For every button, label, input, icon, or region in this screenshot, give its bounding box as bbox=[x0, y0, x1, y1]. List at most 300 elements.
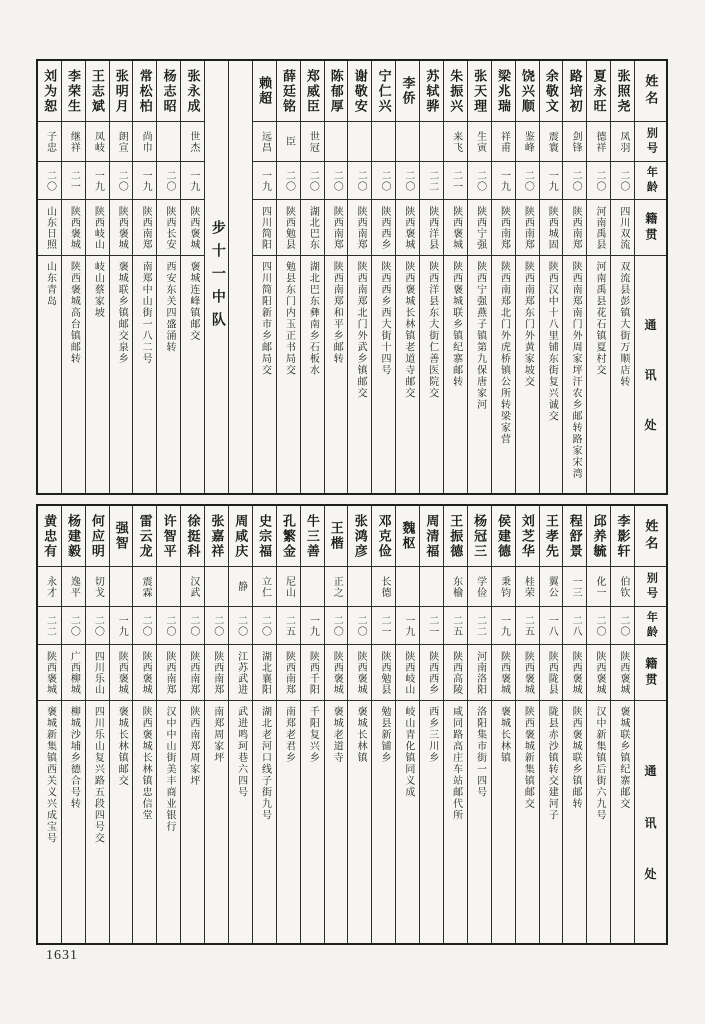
age-cell bbox=[611, 607, 634, 645]
native-place-cell-text: 陕西南郑 bbox=[498, 205, 510, 250]
address-cell-text: 千阳复兴乡 bbox=[307, 706, 319, 764]
age-cell bbox=[38, 162, 61, 200]
native-place-cell bbox=[133, 200, 156, 256]
address-cell bbox=[587, 701, 610, 943]
name-cell-text: 杨志昭 bbox=[161, 68, 177, 114]
name-cell bbox=[444, 61, 467, 122]
roster-entry bbox=[180, 61, 204, 493]
age-cell-text: 二二 bbox=[44, 614, 56, 637]
age-cell bbox=[277, 162, 300, 200]
age-cell-text: 二五 bbox=[283, 614, 295, 637]
address-cell bbox=[133, 256, 156, 493]
name-cell bbox=[396, 61, 419, 122]
roster-entry bbox=[252, 61, 276, 493]
roster-entry bbox=[347, 506, 371, 943]
name-cell bbox=[277, 61, 300, 122]
name-cell-text: 雷云龙 bbox=[137, 513, 153, 559]
address-cell bbox=[516, 701, 539, 943]
name-cell bbox=[587, 506, 610, 567]
age-cell bbox=[38, 607, 61, 645]
roster-entry bbox=[38, 506, 61, 943]
native-place-cell-text: 陕西岐山 bbox=[92, 205, 104, 250]
alias-cell bbox=[563, 122, 586, 162]
address-cell bbox=[301, 256, 324, 493]
age-cell-text: 二〇 bbox=[355, 614, 367, 637]
age-cell bbox=[516, 607, 539, 645]
roster-entry bbox=[586, 61, 610, 493]
alias-cell-text: 凤羽 bbox=[617, 130, 629, 153]
age-cell-text: 二〇 bbox=[140, 614, 152, 637]
age-cell bbox=[563, 607, 586, 645]
name-cell-text: 薛廷铭 bbox=[281, 68, 297, 114]
address-cell bbox=[516, 256, 539, 493]
name-cell bbox=[420, 61, 443, 122]
name-cell bbox=[229, 506, 252, 567]
native-place-cell-text: 陕西南郑 bbox=[211, 650, 223, 695]
age-cell-text: 一九 bbox=[546, 169, 558, 192]
native-place-cell-text: 陕西洋县 bbox=[426, 205, 438, 250]
alias-cell bbox=[110, 122, 133, 162]
alias-cell bbox=[301, 122, 324, 162]
name-cell-text: 苏轼骅 bbox=[424, 68, 440, 114]
alias-cell-text: 震寰 bbox=[546, 130, 558, 153]
roster-table-top bbox=[36, 59, 668, 495]
alias-cell bbox=[133, 122, 156, 162]
age-cell bbox=[540, 607, 563, 645]
alias-cell bbox=[540, 567, 563, 607]
native-place-cell-text: 河南禹县 bbox=[594, 205, 606, 250]
native-place-cell-text: 陕西褒城 bbox=[570, 650, 582, 695]
header-name-cell bbox=[635, 506, 666, 567]
roster-table-bottom bbox=[36, 504, 668, 945]
roster-entry bbox=[467, 61, 491, 493]
address-cell bbox=[62, 701, 85, 943]
age-cell bbox=[587, 162, 610, 200]
address-cell-text: 西乡三川乡 bbox=[426, 706, 438, 764]
address-cell bbox=[205, 701, 228, 943]
alias-cell bbox=[205, 567, 228, 607]
alias-cell bbox=[444, 122, 467, 162]
alias-cell bbox=[157, 122, 180, 162]
roster-entry bbox=[276, 61, 300, 493]
age-cell bbox=[62, 607, 85, 645]
native-place-cell bbox=[444, 645, 467, 701]
native-place-cell bbox=[301, 200, 324, 256]
age-cell bbox=[157, 607, 180, 645]
address-cell-text: 陕西褒城长林镇忠信堂 bbox=[140, 706, 152, 821]
address-cell-text: 陕西汉中十八里铺东街复兴诚交 bbox=[546, 261, 558, 422]
native-place-cell bbox=[110, 200, 133, 256]
alias-cell bbox=[110, 567, 133, 607]
alias-cell bbox=[62, 122, 85, 162]
address-cell-text: 陕西褒城新集镇邮交 bbox=[522, 706, 534, 810]
age-cell-text: 一九 bbox=[402, 614, 414, 637]
name-cell-text: 饶兴顺 bbox=[519, 68, 535, 114]
age-cell bbox=[516, 162, 539, 200]
age-cell bbox=[181, 607, 204, 645]
roster-entry bbox=[61, 61, 85, 493]
age-cell bbox=[396, 607, 419, 645]
native-place-cell-text: 陕西褒城 bbox=[116, 650, 128, 695]
roster-entry bbox=[491, 506, 515, 943]
alias-cell-text: 桂荣 bbox=[522, 575, 534, 598]
roster-entry bbox=[300, 61, 324, 493]
alias-cell-text: 臣 bbox=[283, 136, 295, 147]
age-cell-text: 二〇 bbox=[211, 614, 223, 637]
native-place-cell bbox=[563, 200, 586, 256]
name-cell-text: 路培初 bbox=[567, 68, 583, 114]
native-place-cell bbox=[492, 645, 515, 701]
native-place-cell bbox=[325, 200, 348, 256]
native-place-cell bbox=[611, 645, 634, 701]
address-cell-text: 褒城联乡镇邮交泉乡 bbox=[116, 261, 128, 365]
native-place-cell-text: 陕西勉县 bbox=[283, 205, 295, 250]
address-cell-text: 西安东关四盛涌转 bbox=[163, 261, 175, 353]
header-column bbox=[634, 61, 666, 493]
address-cell bbox=[62, 256, 85, 493]
address-cell bbox=[325, 256, 348, 493]
name-cell-text: 王楷 bbox=[328, 521, 344, 551]
name-cell bbox=[492, 61, 515, 122]
alias-cell bbox=[253, 122, 276, 162]
address-cell bbox=[181, 701, 204, 943]
name-cell bbox=[540, 61, 563, 122]
native-place-cell bbox=[38, 645, 61, 701]
address-cell bbox=[492, 701, 515, 943]
name-cell bbox=[611, 61, 634, 122]
alias-cell bbox=[492, 567, 515, 607]
age-cell-text: 二〇 bbox=[522, 169, 534, 192]
name-cell bbox=[563, 61, 586, 122]
roster-entry bbox=[443, 61, 467, 493]
age-cell bbox=[540, 162, 563, 200]
alias-cell bbox=[348, 122, 371, 162]
address-cell bbox=[38, 256, 61, 493]
name-cell bbox=[348, 61, 371, 122]
age-cell bbox=[492, 162, 515, 200]
native-place-cell bbox=[301, 645, 324, 701]
age-cell-text: 二〇 bbox=[68, 614, 80, 637]
name-cell bbox=[110, 506, 133, 567]
native-place-cell bbox=[372, 200, 395, 256]
alias-cell bbox=[181, 122, 204, 162]
name-cell-text: 周咸庆 bbox=[233, 513, 249, 559]
alias-cell-text: 凤岐 bbox=[92, 130, 104, 153]
age-cell bbox=[181, 162, 204, 200]
alias-cell-text: 学俭 bbox=[474, 575, 486, 598]
address-cell-text: 汉中中山街美丰商业银行 bbox=[163, 706, 175, 833]
name-cell-text: 张照尧 bbox=[615, 68, 631, 114]
address-cell bbox=[181, 256, 204, 493]
address-cell-text: 四川简阳新市乡邮局交 bbox=[259, 261, 271, 376]
native-place-cell-text: 陕西褒城 bbox=[140, 650, 152, 695]
address-cell-text: 四川乐山复兴路五段四号交 bbox=[92, 706, 104, 844]
alias-cell-text: 翼公 bbox=[546, 575, 558, 598]
age-cell-text: 二一 bbox=[68, 169, 80, 192]
alias-cell bbox=[396, 567, 419, 607]
native-place-cell-text: 陕西褒城 bbox=[116, 205, 128, 250]
age-cell-text: 二〇 bbox=[594, 614, 606, 637]
name-cell bbox=[372, 61, 395, 122]
name-cell-text: 常松柏 bbox=[137, 68, 153, 114]
native-place-cell bbox=[348, 200, 371, 256]
name-cell bbox=[516, 506, 539, 567]
header-age-cell-text: 年龄 bbox=[645, 610, 658, 641]
age-cell bbox=[444, 607, 467, 645]
roster-entry bbox=[562, 506, 586, 943]
header-age-cell-text: 年龄 bbox=[645, 165, 658, 196]
age-cell bbox=[133, 162, 156, 200]
age-cell-text: 二一 bbox=[426, 614, 438, 637]
address-cell bbox=[110, 701, 133, 943]
age-cell-text: 二〇 bbox=[92, 614, 104, 637]
age-cell bbox=[420, 162, 443, 200]
address-cell-text: 陕西南郑北门外武乡镇邮交 bbox=[355, 261, 367, 399]
alias-cell bbox=[253, 567, 276, 607]
native-place-cell bbox=[540, 200, 563, 256]
address-cell bbox=[587, 256, 610, 493]
address-cell-text: 洛阳集市街一四号 bbox=[474, 706, 486, 798]
native-place-cell bbox=[133, 645, 156, 701]
name-cell-text: 刘芝华 bbox=[519, 513, 535, 559]
native-place-cell-text: 陕西西乡 bbox=[379, 205, 390, 250]
name-cell bbox=[62, 506, 85, 567]
alias-cell bbox=[420, 122, 443, 162]
age-cell-text: 二〇 bbox=[617, 614, 629, 637]
age-cell bbox=[444, 162, 467, 200]
native-place-cell-text: 陕西褒城 bbox=[402, 205, 414, 250]
alias-cell bbox=[468, 122, 491, 162]
name-cell-text: 魏枢 bbox=[400, 521, 416, 551]
alias-cell-text: 远昌 bbox=[259, 130, 271, 153]
alias-cell bbox=[611, 567, 634, 607]
alias-cell-text: 逸平 bbox=[68, 575, 80, 598]
name-cell-text: 周清福 bbox=[424, 513, 440, 559]
name-cell-text: 梁兆瑞 bbox=[496, 68, 512, 114]
address-cell-text: 陕西褒城高台镇邮转 bbox=[68, 261, 80, 365]
native-place-cell-text: 广西柳城 bbox=[68, 650, 80, 695]
age-cell-text: 一九 bbox=[92, 169, 104, 192]
age-cell bbox=[372, 162, 395, 200]
address-cell bbox=[301, 701, 324, 943]
native-place-cell-text: 江苏武进 bbox=[235, 650, 247, 695]
address-cell-text: 湖北巴东彝南乡石板水 bbox=[307, 261, 319, 376]
native-place-cell bbox=[516, 200, 539, 256]
name-cell bbox=[611, 506, 634, 567]
alias-cell bbox=[468, 567, 491, 607]
native-place-cell bbox=[62, 200, 85, 256]
age-cell bbox=[229, 607, 252, 645]
alias-cell bbox=[372, 122, 395, 162]
native-place-cell-text: 四川乐山 bbox=[92, 650, 104, 695]
alias-cell bbox=[396, 122, 419, 162]
age-cell bbox=[157, 162, 180, 200]
address-cell bbox=[253, 701, 276, 943]
alias-cell bbox=[277, 567, 300, 607]
age-cell bbox=[563, 162, 586, 200]
native-place-cell-text: 陕西褒城 bbox=[617, 650, 629, 695]
native-place-cell bbox=[62, 645, 85, 701]
header-column bbox=[634, 506, 666, 943]
roster-entry bbox=[515, 506, 539, 943]
alias-cell bbox=[516, 122, 539, 162]
roster-entry bbox=[539, 506, 563, 943]
name-cell bbox=[587, 61, 610, 122]
name-cell-text: 史宗福 bbox=[257, 513, 273, 559]
native-place-cell bbox=[420, 200, 443, 256]
name-cell-text: 牛三善 bbox=[304, 513, 320, 559]
roster-entry bbox=[539, 61, 563, 493]
alias-cell bbox=[372, 567, 395, 607]
address-cell bbox=[563, 256, 586, 493]
header-age-cell bbox=[635, 607, 666, 645]
address-cell-text: 褒城连峰镇邮交 bbox=[187, 261, 199, 342]
unit-divider-label: 步十一中队 bbox=[209, 219, 225, 335]
native-place-cell-text: 陕西南郑 bbox=[140, 205, 152, 250]
native-place-cell-text: 陕西陇县 bbox=[546, 650, 558, 695]
roster-entry bbox=[586, 506, 610, 943]
roster-entry bbox=[395, 506, 419, 943]
address-cell bbox=[444, 701, 467, 943]
name-cell-text: 赖超 bbox=[257, 76, 273, 106]
name-cell bbox=[157, 506, 180, 567]
age-cell bbox=[253, 162, 276, 200]
name-cell bbox=[396, 506, 419, 567]
alias-cell-text: 尼山 bbox=[283, 575, 295, 598]
name-cell bbox=[133, 506, 156, 567]
name-cell bbox=[253, 506, 276, 567]
address-cell-text: 岐山青化镇同义成 bbox=[402, 706, 414, 798]
address-cell bbox=[86, 701, 109, 943]
age-cell bbox=[325, 162, 348, 200]
address-cell bbox=[540, 256, 563, 493]
name-cell-text: 李侨 bbox=[400, 76, 416, 106]
age-cell bbox=[468, 607, 491, 645]
age-cell-text: 二〇 bbox=[187, 614, 199, 637]
address-cell bbox=[396, 701, 419, 943]
header-age-cell bbox=[635, 162, 666, 200]
native-place-cell bbox=[540, 645, 563, 701]
name-cell bbox=[301, 506, 324, 567]
name-cell-text: 王志斌 bbox=[89, 68, 105, 114]
age-cell-text: 二〇 bbox=[331, 169, 343, 192]
alias-cell-text: 继祥 bbox=[68, 130, 80, 153]
name-cell-text: 朱振兴 bbox=[448, 68, 464, 114]
native-place-cell bbox=[205, 645, 228, 701]
address-cell bbox=[396, 256, 419, 493]
address-cell bbox=[133, 701, 156, 943]
alias-cell-text: 剑锋 bbox=[570, 130, 582, 153]
age-cell-text: 二〇 bbox=[617, 169, 629, 192]
roster-entry bbox=[156, 61, 180, 493]
name-cell-text: 张鸿彦 bbox=[352, 513, 368, 559]
age-cell bbox=[468, 162, 491, 200]
age-cell bbox=[492, 607, 515, 645]
address-cell-text: 双流县彭镇大街万顺店转 bbox=[617, 261, 629, 388]
native-place-cell bbox=[38, 200, 61, 256]
alias-cell bbox=[86, 567, 109, 607]
age-cell bbox=[86, 162, 109, 200]
name-cell-text: 余敬文 bbox=[543, 68, 559, 114]
address-cell bbox=[325, 701, 348, 943]
alias-cell-text: 永才 bbox=[44, 575, 56, 598]
header-alias-cell bbox=[635, 567, 666, 607]
alias-cell-text: 长德 bbox=[379, 575, 390, 598]
age-cell bbox=[611, 162, 634, 200]
address-cell-text: 汉中新集镇后街六九号 bbox=[594, 706, 606, 821]
age-cell-text: 一八 bbox=[546, 614, 558, 637]
age-cell bbox=[110, 607, 133, 645]
age-cell bbox=[62, 162, 85, 200]
age-cell-text: 二〇 bbox=[331, 614, 343, 637]
address-cell-text: 勉县新铺乡 bbox=[379, 706, 390, 764]
native-place-cell-text: 陕西南郑 bbox=[570, 205, 582, 250]
name-cell bbox=[133, 61, 156, 122]
name-cell-text: 强智 bbox=[113, 521, 129, 551]
address-cell-text: 陕西南郑周家坪 bbox=[187, 706, 199, 787]
header-address-label: 通 讯 处 bbox=[644, 317, 657, 433]
name-cell bbox=[110, 61, 133, 122]
native-place-cell-text: 陕西千阳 bbox=[307, 650, 319, 695]
alias-cell bbox=[420, 567, 443, 607]
native-place-cell bbox=[468, 645, 491, 701]
native-place-cell-text: 陕西褒城 bbox=[522, 650, 534, 695]
alias-cell-text: 世杰 bbox=[187, 130, 199, 153]
name-cell-text: 徐挺科 bbox=[185, 513, 201, 559]
roster-entry bbox=[419, 61, 443, 493]
address-cell-text: 南郑老君乡 bbox=[283, 706, 295, 764]
name-cell-text: 陈郁厚 bbox=[328, 68, 344, 114]
roster-entry bbox=[156, 506, 180, 943]
page-number: 1631 bbox=[46, 948, 78, 963]
age-cell bbox=[325, 607, 348, 645]
name-cell bbox=[301, 61, 324, 122]
roster-entry bbox=[228, 506, 252, 943]
native-place-cell bbox=[587, 645, 610, 701]
roster-entry bbox=[395, 61, 419, 493]
alias-cell bbox=[325, 122, 348, 162]
roster-entry bbox=[515, 61, 539, 493]
roster-entry bbox=[610, 506, 634, 943]
address-cell bbox=[540, 701, 563, 943]
address-cell bbox=[157, 701, 180, 943]
name-cell bbox=[468, 506, 491, 567]
roster-entry bbox=[467, 506, 491, 943]
header-address-label: 通 讯 处 bbox=[644, 764, 657, 881]
native-place-cell-text: 陕西南郑 bbox=[187, 650, 199, 695]
address-cell bbox=[348, 256, 371, 493]
age-cell-text: 二〇 bbox=[594, 169, 606, 192]
roster-entry bbox=[324, 506, 348, 943]
alias-cell-text: 静 bbox=[235, 581, 247, 592]
alias-cell-text: 秉钧 bbox=[498, 575, 510, 598]
native-place-cell bbox=[253, 645, 276, 701]
address-cell-text: 陕西宁强燕子镇第九保唐家河 bbox=[474, 261, 486, 411]
alias-cell bbox=[277, 122, 300, 162]
alias-cell bbox=[38, 567, 61, 607]
header-alias-cell-text: 别号 bbox=[645, 126, 658, 157]
name-cell-text: 黄忠有 bbox=[42, 513, 58, 559]
native-place-cell-text: 陕西高陵 bbox=[450, 650, 462, 695]
name-cell-text: 邱养毓 bbox=[591, 513, 607, 559]
native-place-cell-text: 陕西南郑 bbox=[522, 205, 534, 250]
roster-entry bbox=[276, 506, 300, 943]
header-name-cell bbox=[635, 61, 666, 122]
alias-cell bbox=[62, 567, 85, 607]
native-place-cell-text: 陕西褒城 bbox=[355, 650, 367, 695]
roster-entry bbox=[85, 61, 109, 493]
age-cell-text: 二〇 bbox=[570, 169, 582, 192]
